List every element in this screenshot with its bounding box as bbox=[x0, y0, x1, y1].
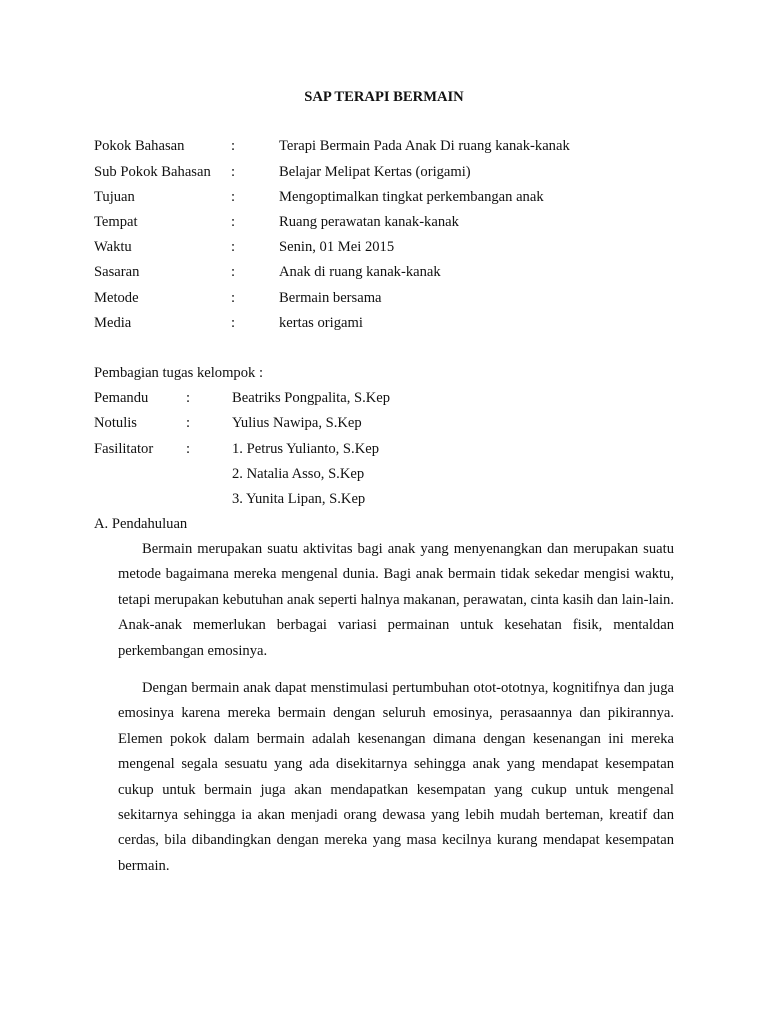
group-value: 3. Yunita Lipan, S.Kep bbox=[232, 491, 366, 507]
info-colon: : bbox=[231, 164, 236, 180]
group-colon: : bbox=[186, 441, 191, 457]
group-colon: : bbox=[186, 390, 191, 406]
paragraph-2: Dengan bermain anak dapat menstimulasi pertumbuhan otot-ototnya, kognitifnya dan juga emosinya karena mereka bermain dengan seluruh emosinya, perasaannya dan pikirannya. Elemen pokok dalam bermain adalah kesenangan dimana dengan kesenangan ini mereka mengenal segala sesuatu yang ada disekitarnya sehingga anak yang mendapat kesempatan cukup untuk bermain juga akan mendapatkan kesempatan yang cukup untuk mengenal sekitarnya sehingga ia akan menjadi orang dewasa yang lebih mudah berteman, kreatif dan cerdas, bila dibandingkan dengan mereka yang masa kecilnya kurang mendapat kesempatan bermain. bbox=[118, 680, 674, 874]
info-label: Sub Pokok Bahasan bbox=[94, 164, 211, 180]
info-value: Ruang perawatan kanak-kanak bbox=[279, 214, 459, 230]
info-value: Senin, 01 Mei 2015 bbox=[279, 239, 395, 255]
info-value: Bermain bersama bbox=[279, 290, 382, 306]
info-label: Waktu bbox=[94, 239, 132, 255]
info-colon: : bbox=[231, 290, 236, 306]
group-label: Notulis bbox=[94, 415, 137, 431]
info-colon: : bbox=[231, 239, 236, 255]
info-value: Anak di ruang kanak-kanak bbox=[279, 264, 441, 280]
info-value: Belajar Melipat Kertas (origami) bbox=[279, 164, 471, 180]
info-value: kertas origami bbox=[279, 315, 363, 331]
info-colon: : bbox=[231, 315, 236, 331]
info-value: Mengoptimalkan tingkat perkembangan anak bbox=[279, 189, 544, 205]
group-label: Pemandu bbox=[94, 390, 149, 406]
info-label: Media bbox=[94, 315, 132, 331]
document-title: SAP TERAPI BERMAIN bbox=[304, 89, 464, 105]
info-value: Terapi Bermain Pada Anak Di ruang kanak-kanak bbox=[279, 138, 570, 154]
info-colon: : bbox=[231, 214, 236, 230]
info-label: Sasaran bbox=[94, 264, 140, 280]
group-value: Beatriks Pongpalita, S.Kep bbox=[232, 390, 391, 406]
group-heading: Pembagian tugas kelompok : bbox=[94, 365, 264, 381]
group-value: 2. Natalia Asso, S.Kep bbox=[232, 466, 365, 482]
paragraph-1: Bermain merupakan suatu aktivitas bagi anak yang menyenangkan dan merupakan suatu metode bagaimana mereka mengenal dunia. Bagi anak bermain tidak sekedar mengisi waktu, tetapi merupakan kebutuhan anak seperti halnya makanan, perawatan, cinta kasih dan lain-lain. Anak-anak memerlukan berbagai variasi permainan untuk kesehatan fisik, mentaldan perkembangan emosinya. bbox=[118, 541, 674, 659]
info-colon: : bbox=[231, 264, 236, 280]
info-label: Tujuan bbox=[94, 189, 135, 205]
info-label: Tempat bbox=[94, 214, 138, 230]
info-colon: : bbox=[231, 138, 236, 154]
group-value: 1. Petrus Yulianto, S.Kep bbox=[232, 441, 380, 457]
info-colon: : bbox=[231, 189, 236, 205]
info-label: Metode bbox=[94, 290, 139, 306]
info-label: Pokok Bahasan bbox=[94, 138, 185, 154]
section-heading-pendahuluan: A. Pendahuluan bbox=[94, 516, 188, 532]
group-label: Fasilitator bbox=[94, 441, 154, 457]
group-value: Yulius Nawipa, S.Kep bbox=[232, 415, 362, 431]
group-colon: : bbox=[186, 415, 191, 431]
